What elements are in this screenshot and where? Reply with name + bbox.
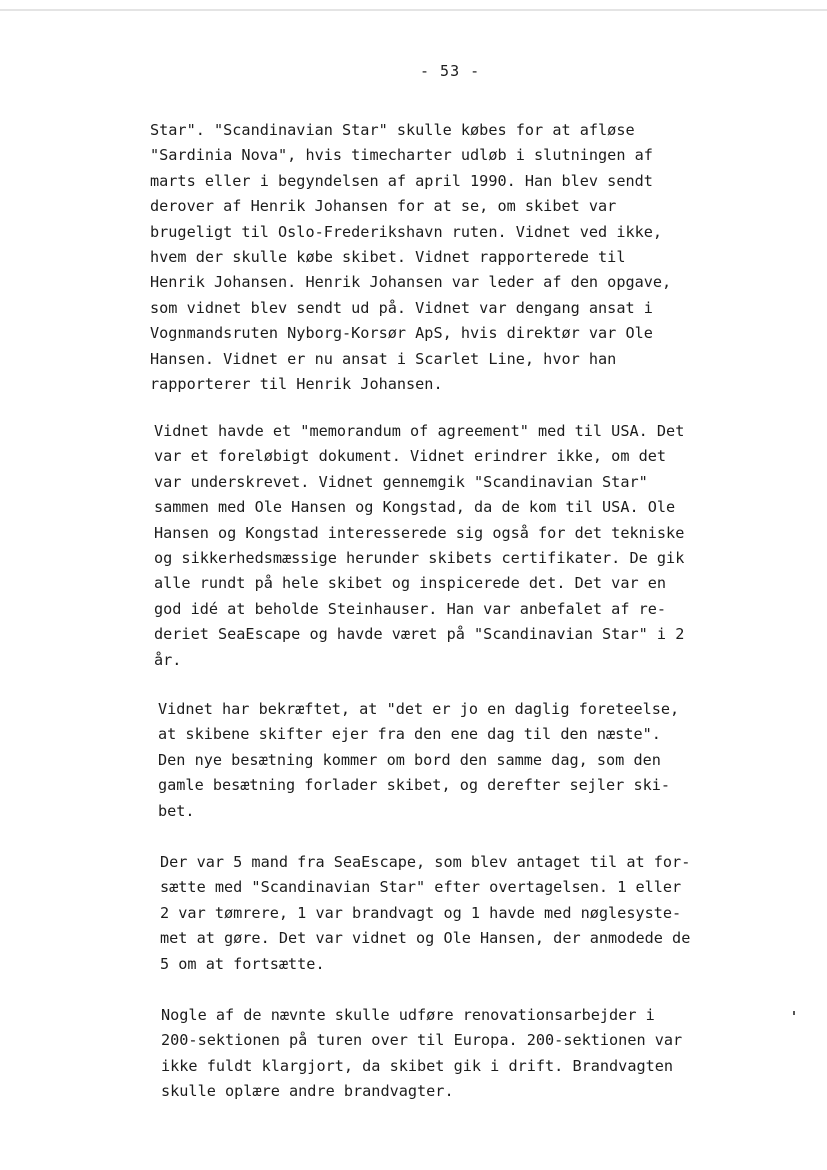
text-line: skulle oplære andre brandvagter. <box>161 1082 454 1101</box>
text-line: bet. <box>158 801 195 820</box>
text-line: var et foreløbigt dokument. Vidnet erindrer ikke, om det <box>154 447 667 466</box>
text-line: 5 om at fortsætte. <box>160 954 325 973</box>
text-line: met at gøre. Det var vidnet og Ole Hansen, der anmodede de <box>160 929 691 948</box>
text-line: Der var 5 mand fra SeaEscape, som blev antaget til at for- <box>160 853 691 871</box>
paragraph-1 <box>150 118 671 397</box>
text-line: god idé at beholde Steinhauser. Han var anbefalet af re- <box>154 599 667 618</box>
text-line: Vidnet har bekræftet, at "det er jo en daglig foreteelse, <box>158 700 680 718</box>
page-number: - 53 - <box>420 62 481 80</box>
text-line: sætte med "Scandinavian Star" efter overtagelsen. 1 eller <box>160 878 682 897</box>
text-line: gamle besætning forlader skibet, og derefter sejler ski- <box>158 776 671 795</box>
scan-top-edge <box>0 9 827 11</box>
text-line: Vognmandsruten Nyborg-Korsør ApS, hvis direktør var Ole <box>150 324 653 343</box>
text-line: Hansen og Kongstad interesserede sig også for det tekniske <box>154 523 685 542</box>
text-line: ikke fuldt klargjort, da skibet gik i drift. Brandvagten <box>161 1056 674 1075</box>
text-line: 2 var tømrere, 1 var brandvagt og 1 havde med nøglesyste- <box>160 903 682 922</box>
text-line: deriet SeaEscape og havde været på "Scandinavian Star" i 2 <box>154 625 685 644</box>
text-line: "Sardinia Nova", hvis timecharter udløb i slutningen af <box>150 146 653 165</box>
text-line: år. <box>154 650 182 669</box>
text-line: Henrik Johansen. Henrik Johansen var leder af den opgave, <box>150 273 672 292</box>
text-line: Vidnet havde et "memorandum of agreement" med til USA. Det <box>154 422 685 440</box>
text-line: var underskrevet. Vidnet gennemgik "Scandinavian Star" <box>154 472 648 491</box>
paragraph-3 <box>158 697 679 824</box>
text-line: Hansen. Vidnet er nu ansat i Scarlet Line, hvor han <box>150 349 617 368</box>
text-line: hvem der skulle købe skibet. Vidnet rapporterede til <box>150 247 626 266</box>
text-line: og sikkerhedsmæssige herunder skibets certifikater. De gik <box>154 548 685 567</box>
paragraph-5 <box>161 1003 682 1105</box>
paragraph-4 <box>160 850 690 977</box>
text-line: alle rundt på hele skibet og inspicerede det. Det var en <box>154 574 667 593</box>
scan-speck <box>793 1011 795 1015</box>
text-line: som vidnet blev sendt ud på. Vidnet var dengang ansat i <box>150 298 653 317</box>
paragraph-2 <box>154 419 684 673</box>
text-line: derover af Henrik Johansen for at se, om skibet var <box>150 197 617 216</box>
text-line: rapporterer til Henrik Johansen. <box>150 374 443 393</box>
text-line: brugeligt til Oslo-Frederikshavn ruten. Vidnet ved ikke, <box>150 222 663 241</box>
text-line: at skibene skifter ejer fra den ene dag til den næste". <box>158 725 661 744</box>
text-line: marts eller i begyndelsen af april 1990. Han blev sendt <box>150 171 653 190</box>
text-line: Nogle af de nævnte skulle udføre renovationsarbejder i <box>161 1006 655 1024</box>
text-line: Den nye besætning kommer om bord den samme dag, som den <box>158 750 661 769</box>
text-line: 200-sektionen på turen over til Europa. 200-sektionen var <box>161 1031 683 1050</box>
text-line: sammen med Ole Hansen og Kongstad, da de kom til USA. Ole <box>154 498 676 517</box>
text-line: Star". "Scandinavian Star" skulle købes for at afløse <box>150 121 635 139</box>
